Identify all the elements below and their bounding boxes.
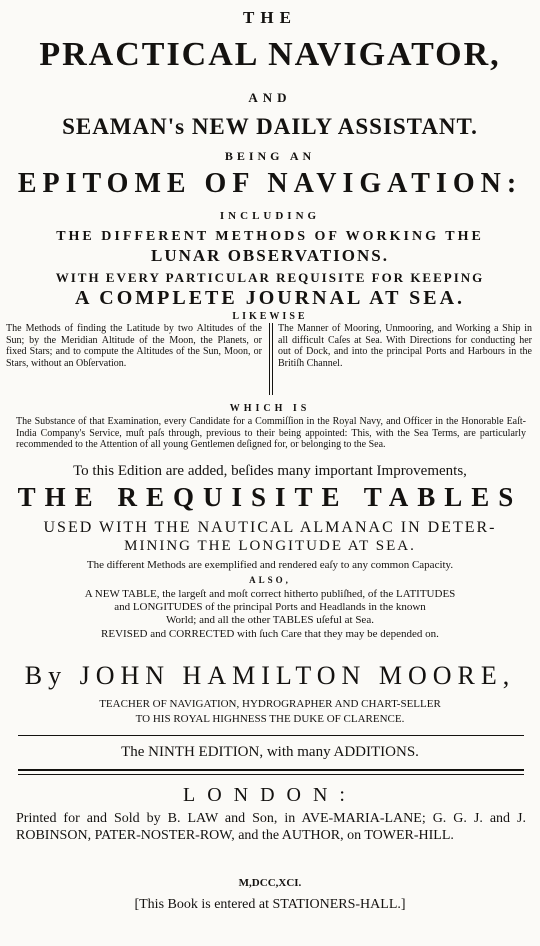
left-column-text: The Methods of finding the Latitude by two Altitudes of the Sun; by the Meridian Altitude of the Moon, the Planets, or fixed Stars; and to compute the Altitudes of the Sun, Moon, or Stars, without an Obſervation. [6, 323, 262, 369]
two-column-section [6, 323, 534, 401]
new-table-paragraph [0, 588, 540, 627]
horizontal-rule-thin [18, 774, 524, 775]
edition-additions-line: To this Edition are added, beſides many important Improvements, [73, 463, 467, 479]
methods-exemplified-line: The different Methods are exemplified and rendered eaſy to any common Capacity. [86, 559, 454, 571]
subtitle: SEAMAN's NEW DAILY ASSISTANT. [62, 114, 478, 139]
heading-used-with: USED WITH THE NAUTICAL ALMANAC IN DETER- [43, 519, 497, 536]
heading-different-methods: THE DIFFERENT METHODS OF WORKING THE [56, 229, 484, 244]
heading-likewise: LIKEWISE [232, 311, 308, 322]
main-title: PRACTICAL NAVIGATOR, [39, 36, 501, 73]
imprint-publishers: Printed for and Sold by B. LAW and Son, in AVE-MARIA-LANE; G. G. J. and J. ROBINSON, PATER-NOSTER-ROW, and the AUTHOR, on TOWER-HILL. [16, 811, 526, 843]
heading-epitome: EPITOME OF NAVIGATION: [17, 168, 523, 199]
heading-including: INCLUDING [219, 210, 321, 222]
heading-being-an: BEING AN [224, 149, 316, 163]
right-column-text: The Manner of Mooring, Unmooring, and Working a Ship in all difficult Caſes at Sea. With Directions for conducting her out of Dock, and into the principal Ports and Harbours in the Britiſh Channel. [278, 323, 532, 369]
author-line: By JOHN HAMILTON MOORE, [24, 661, 516, 690]
heading-also: ALSO, [249, 575, 291, 585]
new-table-line-3: World; and all the other TABLES uſeful at Sea. [166, 614, 374, 626]
column-divider [269, 323, 273, 395]
horizontal-rule-thick [18, 769, 524, 771]
heading-the: THE [243, 8, 297, 27]
stationers-hall-note: [This Book is entered at STATIONERS-HALL.] [134, 897, 406, 912]
author-titles [0, 697, 540, 727]
heading-requisite-tables: THE REQUISITE TABLES [17, 482, 523, 512]
author-title-line-2: TO HIS ROYAL HIGHNESS THE DUKE OF CLARENCE. [135, 713, 405, 725]
new-table-line-1: A NEW TABLE, the largeſt and moſt correct hitherto publiſhed, of the LATITUDES [84, 588, 456, 600]
heading-complete-journal: A COMPLETE JOURNAL AT SEA. [74, 287, 466, 309]
heading-and: AND [248, 90, 292, 105]
new-table-line-2: and LONGITUDES of the principal Ports and Headlands in the known [114, 601, 426, 613]
heading-which-is: WHICH IS [229, 403, 311, 414]
heading-lunar: LUNAR OBSERVATIONS. [151, 246, 389, 265]
author-title-line-1: TEACHER OF NAVIGATION, HYDROGRAPHER AND CHART-SELLER [99, 698, 441, 710]
horizontal-rule [18, 735, 524, 736]
heading-mining-longitude: MINING THE LONGITUDE AT SEA. [124, 538, 416, 554]
imprint-city: LONDON: [183, 784, 357, 806]
edition-line: The NINTH EDITION, with many ADDITIONS. [121, 744, 419, 760]
substance-paragraph: The Substance of that Examination, every Candidate for a Commiſſion in the Royal Navy, and Officer in the Honorable Eaſt-India Company's Service, muſt paſs through, previous to their being appointed: This, with the Sea Terms, are particularly recommended to the Attention of all young Gentlemen deſigned for, or belonging to the Sea. [16, 416, 526, 450]
heading-every-particular: WITH EVERY PARTICULAR REQUISITE FOR KEEPING [55, 270, 485, 285]
revised-line: REVISED and CORRECTED with ſuch Care that they may be depended on. [101, 628, 439, 640]
imprint-date: M,DCC,XCI. [238, 877, 302, 889]
